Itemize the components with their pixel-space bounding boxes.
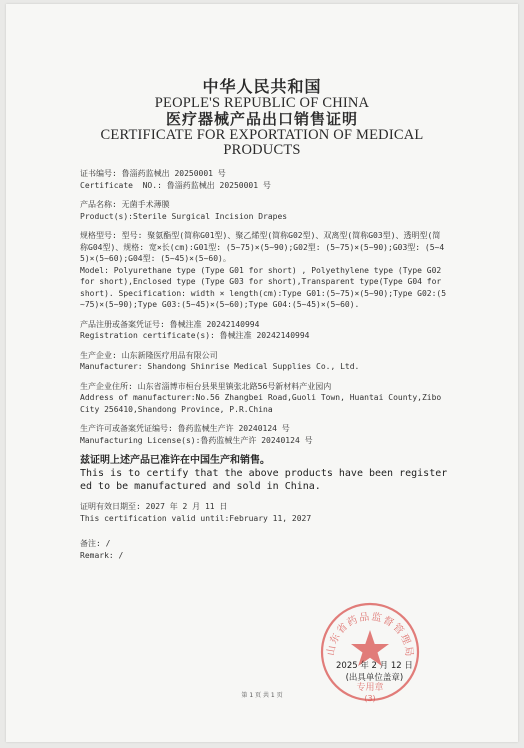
remark-en: Remark: / bbox=[80, 550, 124, 560]
official-seal-icon bbox=[318, 600, 422, 704]
statement-en: This is to certify that the above products have been registered to be manufactured and sold in China. bbox=[80, 468, 448, 492]
document-title-en-line1: CERTIFICATE FOR EXPORTATION OF MEDICAL bbox=[100, 127, 424, 143]
certificate-number-cn: 证书编号: 鲁淄药监械出 20250001 号 bbox=[80, 169, 226, 178]
registration-en: Registration certificate(s): 鲁械注准 20242140994 bbox=[80, 331, 310, 340]
seal-note: (出具单位盖章) bbox=[345, 673, 404, 683]
license-cn: 生产许可或备案凭证编号: 鲁药监械生产许 20240124 号 bbox=[80, 424, 290, 433]
issue-block bbox=[336, 660, 413, 684]
license-en: Manufacturing License(s):鲁药监械生产许 20240124 号 bbox=[80, 435, 313, 445]
specification-en: Model: Polyurethane type (Type G01 for short) , Polyethylene type (Type G02 for short),Enclosed type (Type G03 for short),Transparent type(Type G04 for short). Specification: width × length(cm):Type G01:(5~75)×(5~90);Type G02:(5~75)×(5~90);Type G03:(5~45)×(5~60);Type G04:(5~45)×(5~60). bbox=[80, 265, 447, 309]
statement-cn: 兹证明上述产品已准许在中国生产和销售。 bbox=[80, 455, 270, 466]
document-title-en-line2: PRODUCTS bbox=[223, 142, 301, 158]
country-name-cn: 中华人民共和国 bbox=[202, 77, 322, 96]
manufacturer-en: Manufacturer: Shandong Shinrise Medical Supplies Co., Ltd. bbox=[80, 362, 360, 371]
registration-cn: 产品注册或备案凭证号: 鲁械注准 20242140994 bbox=[80, 319, 260, 329]
manufacturer-cn: 生产企业: 山东新隆医疗用品有限公司 bbox=[80, 350, 218, 360]
specification-cn: 规格型号: 型号: 聚氨酯型(简称G01型)、聚乙烯型(简称G02型)、双离型(简称G03型)、透明型(简称G04型)、规格: 宽×长(cm):G01型: (5~75)×(5~90);G02型: (5~75)×(5~90);G03型: (5~45)×(5~60);G04型: (5~45)×(5~60)。 bbox=[80, 231, 445, 263]
validity-en: This certification valid until:February 11, 2027 bbox=[80, 513, 312, 523]
validity-cn: 证明有效日期至: 2027 年 2 月 11 日 bbox=[80, 502, 228, 511]
certificate-page bbox=[6, 4, 518, 742]
document-header bbox=[6, 78, 518, 158]
certificate-number-en: Certificate NO.: 鲁淄药监械出 20250001 号 bbox=[80, 180, 271, 190]
address-cn: 生产企业住所: 山东省淄博市桓台县果里镇张北路56号新材料产业园内 bbox=[80, 381, 332, 391]
issue-date: 2025 年 2 月 12 日 bbox=[336, 661, 413, 671]
seal-sub: 专用章 bbox=[356, 683, 384, 693]
seal-text: 山东省药品监督管理局 bbox=[325, 611, 415, 659]
seal-number: (3) bbox=[364, 694, 376, 703]
address-en: Address of manufacturer:No.56 Zhangbei Road,Guoli Town, Huantai County,Zibo City 256410,Shandong Province, P.R.China bbox=[80, 393, 447, 414]
certificate-body bbox=[80, 168, 448, 561]
remark-cn: 备注: / bbox=[80, 539, 111, 548]
product-name-cn: 产品名称: 无菌手术薄膜 bbox=[80, 200, 170, 209]
document-title-cn: 医疗器械产品出口销售证明 bbox=[165, 110, 358, 128]
product-name-en: Product(s):Sterile Surgical Incision Drapes bbox=[80, 211, 288, 221]
country-name-en: PEOPLE'S REPUBLIC OF CHINA bbox=[154, 95, 370, 111]
page-footer: 第 1 页 共 1 页 bbox=[241, 692, 283, 699]
